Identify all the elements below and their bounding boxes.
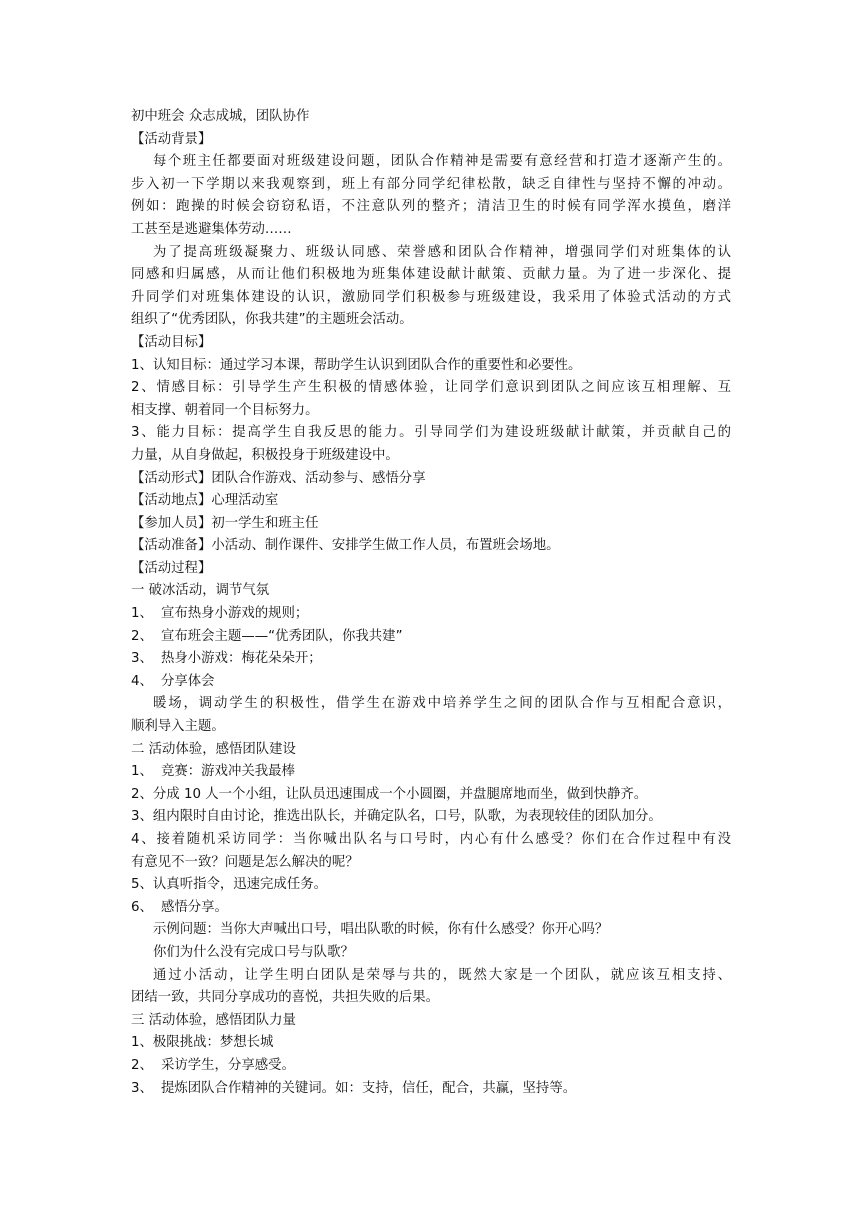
list-item <box>131 648 731 671</box>
background-paragraph-1-line-4: 工甚至是逃避集体劳动…… <box>131 221 292 237</box>
part-2-title: 二 活动体验，感悟团队建设 <box>131 741 296 757</box>
section-heading-goals: 【活动目标】 <box>131 334 212 350</box>
part-2-paragraph-line-2: 团结一致，共同分享成功的喜悦，共担失败的后果。 <box>131 990 439 1006</box>
document-title: 初中班会 众志成城，团队协作 <box>131 109 310 124</box>
example-question-2: 你们为什么没有完成口号与队歌？ <box>153 944 354 960</box>
background-paragraph-1-line-1: 每个班主任都要面对班级建设问题，团队合作精神是需要有意经营和打造才逐渐产生的。 <box>153 154 731 170</box>
list-item-number: 1、 <box>131 764 153 780</box>
part-1-paragraph-line-2: 顺利导入主题。 <box>131 719 225 735</box>
list-item <box>131 671 731 694</box>
part-3-title: 三 活动体验，感悟团队力量 <box>131 1012 296 1028</box>
list-item <box>131 603 731 626</box>
list-item-text: 采访学生，分享感受。 <box>161 1057 295 1073</box>
background-paragraph-1-line-3: 例如：跑操的时候会窃窃私语，不注意队列的整齐；清洁卫生的时候有同学浑水摸鱼，磨洋 <box>131 199 731 215</box>
list-item: 1、极限挑战：梦想长城 <box>131 1035 274 1051</box>
list-item-line-1: 4、接着随机采访同学：当你喊出队名与口号时，内心有什么感受？你们在合作过程中有没 <box>131 832 731 847</box>
list-item <box>131 761 731 784</box>
list-item-number: 3、 <box>131 651 153 667</box>
list-item-text: 竞赛：游戏冲关我最棒 <box>161 764 295 780</box>
background-paragraph-2-line-4: 组织了“优秀团队，你我共建”的主题班会活动。 <box>131 312 413 328</box>
list-item-text: 提炼团队合作精神的关键词。如：支持，信任，配合，共赢，坚持等。 <box>161 1080 577 1096</box>
list-item-text: 宣布班会主题——“优秀团队，你我共建” <box>161 628 403 644</box>
list-item-text: 宣布热身小游戏的规则； <box>161 606 309 622</box>
goal-emotional-line-2: 相支撑、朝着同一个目标努力。 <box>131 402 319 418</box>
list-item-number: 6、 <box>131 899 153 915</box>
list-item-number: 4、 <box>131 673 153 689</box>
list-item-number: 1、 <box>131 606 153 622</box>
goal-emotional-line-1: 2、情感目标：引导学生产生积极的情感体验，让同学们意识到团队之间应该互相理解、互 <box>131 380 731 396</box>
list-item <box>131 626 731 649</box>
document-page <box>131 106 731 1100</box>
list-item-number: 2、 <box>131 628 153 644</box>
background-paragraph-2-line-1: 为了提高班级凝聚力、班级认同感、荣誉感和团队合作精神，增强同学们对班集体的认 <box>153 244 731 260</box>
list-item-number: 2、 <box>131 1057 153 1073</box>
list-item-line-2: 有意见不一致？问题是怎么解决的呢？ <box>131 854 359 870</box>
example-question-1: 示例问题：当你大声喊出口号，唱出队歌的时候，你有什么感受？你开心吗？ <box>153 922 609 938</box>
background-paragraph-2-line-3: 升同学们对班集体建设的认识，激励同学们积极参与班级建设，我采用了体验式活动的方式 <box>131 289 731 305</box>
section-heading-background: 【活动背景】 <box>131 131 212 147</box>
list-item-number: 3、 <box>131 1080 153 1096</box>
list-item: 2、分成 10 人一个小组，让队员迅速围成一个小圆圈，并盘腿席地而坐，做到快静齐。 <box>131 786 648 802</box>
list-item-text: 感悟分享。 <box>161 899 228 915</box>
part-1-paragraph-line-1: 暖场，调动学生的积极性，借学生在游戏中培养学生之间的团队合作与互相配合意识， <box>153 696 731 712</box>
list-item-text: 热身小游戏：梅花朵朵开； <box>161 651 322 667</box>
list-item: 3、组内限时自由讨论，推选出队长，并确定队名，口号，队歌，为表现较佳的团队加分。 <box>131 809 662 825</box>
list-item <box>131 897 731 920</box>
activity-preparation: 【活动准备】小活动、制作课件、安排学生做工作人员，布置班会场地。 <box>131 538 560 554</box>
part-1-title: 一 破冰活动，调节气氛 <box>131 583 270 599</box>
background-paragraph-1-line-2: 步入初一下学期以来我观察到，班上有部分同学纪律松散，缺乏自律性与坚持不懈的冲动。 <box>131 176 731 192</box>
list-item <box>131 1078 731 1101</box>
activity-place: 【活动地点】心理活动室 <box>131 493 279 509</box>
list-item-text: 分享体会 <box>161 673 215 689</box>
goal-ability-line-1: 3、能力目标：提高学生自我反思的能力。引导同学们为建设班级献计献策，并贡献自己的 <box>131 425 731 441</box>
part-2-paragraph-line-1: 通过小活动，让学生明白团队是荣辱与共的，既然大家是一个团队，就应该互相支持、 <box>153 967 731 983</box>
list-item: 5、认真听指令，迅速完成任务。 <box>131 877 327 893</box>
section-heading-process: 【活动过程】 <box>131 560 212 576</box>
goal-cognitive: 1、认知目标：通过学习本课，帮助学生认识到团队合作的重要性和必要性。 <box>131 357 582 373</box>
goal-ability-line-2: 力量，从自身做起，积极投身于班级建设中。 <box>131 447 399 463</box>
background-paragraph-2-line-2: 同感和归属感，从而让他们积极地为班集体建设献计献策、贡献力量。为了进一步深化、提 <box>131 267 731 283</box>
activity-participants: 【参加人员】初一学生和班主任 <box>131 515 319 531</box>
activity-form: 【活动形式】团队合作游戏、活动参与、感悟分享 <box>131 470 426 486</box>
list-item <box>131 1055 731 1078</box>
